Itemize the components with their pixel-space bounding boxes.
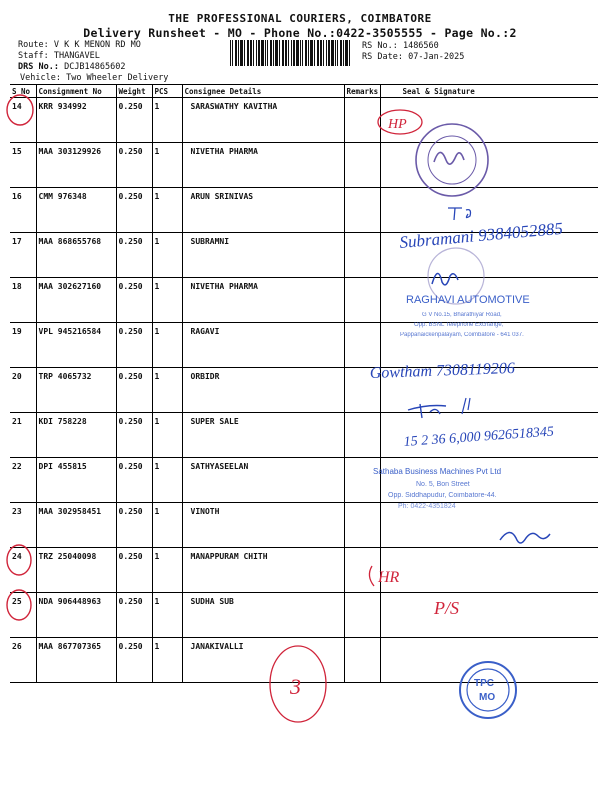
cell-sno: 25 — [10, 593, 36, 638]
barcode-bar — [288, 40, 289, 66]
janaki-mark: P/S — [434, 598, 459, 618]
barcode-bar — [285, 40, 287, 66]
page-number-mark: 3 — [290, 674, 301, 699]
drs-line — [18, 62, 126, 72]
cell-consignee: NIVETHA PHARMA — [182, 143, 344, 188]
cell-consignee: JANAKIVALLI — [182, 638, 344, 683]
table-row — [10, 638, 598, 683]
cell-seal-signature — [380, 368, 598, 413]
cell-seal-signature — [380, 188, 598, 233]
barcode-bar — [270, 40, 272, 66]
barcode-bar — [238, 40, 239, 66]
cell-consignment-no: MAA 302958451 — [36, 503, 116, 548]
cell-weight: 0.250 — [116, 233, 152, 278]
cell-seal-signature — [380, 593, 598, 638]
barcode-bar — [279, 40, 280, 66]
cell-consignee: SUBRAMNI — [182, 233, 344, 278]
orbidr-note: Gowtham 7308119206 — [369, 359, 516, 382]
cell-seal-signature — [380, 143, 598, 188]
barcode-bar — [349, 40, 350, 66]
table-row — [10, 413, 598, 458]
barcode-bar — [258, 40, 260, 66]
barcode-bar — [275, 40, 278, 66]
barcode-bar — [317, 40, 319, 66]
cell-consignee: VINOTH — [182, 503, 344, 548]
runsheet-table — [10, 84, 598, 683]
cell-weight: 0.250 — [116, 548, 152, 593]
rs-number-value: 1486560 — [402, 41, 439, 51]
cell-sno: 24 — [10, 548, 36, 593]
cell-seal-signature — [380, 548, 598, 593]
table-row — [10, 143, 598, 188]
cell-sno: 15 — [10, 143, 36, 188]
barcode-bar — [296, 40, 299, 66]
cell-pcs: 1 — [152, 143, 182, 188]
cell-remarks — [344, 323, 380, 368]
cell-remarks — [344, 368, 380, 413]
cell-seal-signature — [380, 458, 598, 503]
raghavi-stamp-name: RAGHAVI AUTOMOTIVE — [406, 294, 530, 306]
staff-label: Staff: — [18, 51, 49, 61]
cell-consignee: NIVETHA PHARMA — [182, 278, 344, 323]
staff-line — [18, 51, 100, 61]
route-line — [18, 40, 141, 50]
cell-remarks — [344, 98, 380, 143]
barcode-bar — [323, 40, 324, 66]
sudha-mark: HR — [378, 569, 400, 586]
cell-pcs: 1 — [152, 413, 182, 458]
barcode-bar — [302, 40, 303, 66]
cell-consignment-no: NDA 906448963 — [36, 593, 116, 638]
company-name: THE PROFESSIONAL COURIERS, COIMBATORE — [168, 12, 432, 25]
barcode-bar — [247, 40, 249, 66]
table-row — [10, 548, 598, 593]
cell-pcs: 1 — [152, 503, 182, 548]
cell-consignment-no: MAA 867707365 — [36, 638, 116, 683]
runsheet-barcode — [230, 40, 352, 66]
vehicle-label: Vehicle: — [20, 73, 61, 83]
col-header-consignee: Consignee Details — [182, 85, 344, 98]
drs-value: DCJB14865602 — [64, 62, 126, 72]
cell-consignment-no: TRP 4065732 — [36, 368, 116, 413]
table-row — [10, 458, 598, 503]
barcode-bar — [328, 40, 330, 66]
cell-consignee: ORBIDR — [182, 368, 344, 413]
cell-weight: 0.250 — [116, 458, 152, 503]
cell-consignee: SATHYASEELAN — [182, 458, 344, 503]
cell-pcs: 1 — [152, 548, 182, 593]
cell-weight: 0.250 — [116, 143, 152, 188]
raghavi-stamp-line3: Pappanaickenpalayam, Coimbatore - 641 037. — [400, 332, 524, 338]
vinoth-stamp-line1: No. 5, Bon Street — [416, 481, 470, 488]
cell-remarks — [344, 593, 380, 638]
cell-seal-signature — [380, 503, 598, 548]
rs-date-value: 07-Jan-2025 — [408, 52, 465, 62]
barcode-bar — [308, 40, 309, 66]
cell-weight: 0.250 — [116, 188, 152, 233]
table-row — [10, 233, 598, 278]
cell-weight: 0.250 — [116, 323, 152, 368]
rs-date-line — [362, 52, 464, 62]
barcode-bar — [282, 40, 284, 66]
cell-seal-signature — [380, 413, 598, 458]
barcode-bar — [250, 40, 252, 66]
barcode-bar — [273, 40, 274, 66]
barcode-bar — [300, 40, 301, 66]
cell-pcs: 1 — [152, 638, 182, 683]
rs-date-label: RS Date: — [362, 52, 403, 62]
col-header-weight: Weight — [116, 85, 152, 98]
vehicle-value: Two Wheeler Delivery — [66, 73, 169, 83]
barcode-bar — [335, 40, 336, 66]
table-row — [10, 98, 598, 143]
table-row — [10, 323, 598, 368]
sathya-note: 15 2 36 6,000 9626518345 — [403, 424, 555, 450]
barcode-bar — [253, 40, 254, 66]
raghavi-stamp-line2: Opp. BSNL Telephone Exchange, — [414, 322, 504, 328]
cell-consignment-no: DPI 455815 — [36, 458, 116, 503]
barcode-bar — [232, 40, 233, 66]
cell-consignment-no: KDI 758228 — [36, 413, 116, 458]
rs-number-label: RS No.: — [362, 41, 398, 51]
barcode-bar — [267, 40, 268, 66]
cell-weight: 0.250 — [116, 503, 152, 548]
cell-remarks — [344, 503, 380, 548]
cell-pcs: 1 — [152, 188, 182, 233]
table-row — [10, 368, 598, 413]
cell-weight: 0.250 — [116, 638, 152, 683]
barcode-bar — [337, 40, 338, 66]
col-header-pcs: PCS — [152, 85, 182, 98]
cell-consignment-no: TRZ 25040098 — [36, 548, 116, 593]
cell-consignee: SARASWATHY KAVITHA — [182, 98, 344, 143]
cell-sno: 19 — [10, 323, 36, 368]
vinoth-stamp-line3: Ph: 0422-4351824 — [398, 503, 456, 510]
cell-remarks — [344, 413, 380, 458]
staff-value: THANGAVEL — [53, 51, 100, 61]
barcode-bar — [340, 40, 342, 66]
cell-weight: 0.250 — [116, 368, 152, 413]
cell-weight: 0.250 — [116, 593, 152, 638]
cell-pcs: 1 — [152, 98, 182, 143]
cell-remarks — [344, 638, 380, 683]
cell-sno: 14 — [10, 98, 36, 143]
barcode-bar — [244, 40, 245, 66]
cell-remarks — [344, 143, 380, 188]
barcode-bar — [326, 40, 327, 66]
cell-seal-signature — [380, 278, 598, 323]
route-label: Route: — [18, 40, 49, 50]
route-value: V K K MENON RD MO — [53, 40, 141, 50]
vehicle-line — [20, 73, 168, 83]
table-row — [10, 503, 598, 548]
cell-consignment-no: MAA 868655768 — [36, 233, 116, 278]
cell-weight: 0.250 — [116, 278, 152, 323]
table-row — [10, 278, 598, 323]
table-row — [10, 188, 598, 233]
cell-sno: 21 — [10, 413, 36, 458]
cell-consignee: SUDHA SUB — [182, 593, 344, 638]
barcode-bar — [291, 40, 292, 66]
tpc-seal-top: TPC — [474, 678, 494, 689]
cell-pcs: 1 — [152, 278, 182, 323]
barcode-bar — [256, 40, 257, 66]
cell-consignment-no: VPL 945216584 — [36, 323, 116, 368]
cell-weight: 0.250 — [116, 98, 152, 143]
barcode-bar — [261, 40, 264, 66]
barcode-bar — [331, 40, 334, 66]
cell-remarks — [344, 233, 380, 278]
cell-remarks — [344, 278, 380, 323]
subramani-note: Subramani 9384052885 — [398, 218, 564, 252]
barcode-bar — [235, 40, 237, 66]
col-header-remarks: Remarks — [344, 85, 380, 98]
hp-mark: HP — [388, 117, 407, 132]
cell-sno: 23 — [10, 503, 36, 548]
barcode-bar — [320, 40, 322, 66]
col-header-seal-signature: Seal & Signature — [380, 85, 598, 98]
cell-pcs: 1 — [152, 368, 182, 413]
cell-consignee: ARUN SRINIVAS — [182, 188, 344, 233]
cell-consignee: SUPER SALE — [182, 413, 344, 458]
table-row — [10, 593, 598, 638]
cell-seal-signature — [380, 233, 598, 278]
barcode-bar — [240, 40, 243, 66]
cell-consignment-no: CMM 976348 — [36, 188, 116, 233]
barcode-bar — [230, 40, 231, 66]
cell-consignment-no: MAA 303129926 — [36, 143, 116, 188]
cell-sno: 16 — [10, 188, 36, 233]
cell-sno: 20 — [10, 368, 36, 413]
cell-sno: 22 — [10, 458, 36, 503]
cell-sno: 26 — [10, 638, 36, 683]
cell-weight: 0.250 — [116, 413, 152, 458]
cell-consignment-no: KRR 934992 — [36, 98, 116, 143]
cell-pcs: 1 — [152, 458, 182, 503]
raghavi-stamp-line1: G V No.15, Bharathiyar Road, — [422, 312, 502, 318]
cell-remarks — [344, 548, 380, 593]
cell-seal-signature — [380, 638, 598, 683]
table-header-row — [10, 85, 598, 98]
barcode-bar — [345, 40, 348, 66]
col-header-consignment: Consignment No — [36, 85, 116, 98]
barcode-bar — [305, 40, 307, 66]
vinoth-stamp-name: Sathaba Business Machines Pvt Ltd — [373, 467, 502, 476]
vinoth-stamp-line2: Opp. Siddhapudur, Coimbatore-44. — [388, 492, 497, 499]
cell-pcs: 1 — [152, 233, 182, 278]
barcode-bar — [310, 40, 313, 66]
rs-number-line — [362, 41, 439, 51]
cell-remarks — [344, 458, 380, 503]
col-header-sno: S No — [10, 85, 36, 98]
barcode-bar — [265, 40, 266, 66]
cell-consignee: RAGAVI — [182, 323, 344, 368]
cell-pcs: 1 — [152, 593, 182, 638]
cell-sno: 17 — [10, 233, 36, 278]
drs-label: DRS No.: — [18, 62, 59, 72]
barcode-bar — [293, 40, 295, 66]
barcode-bar — [343, 40, 344, 66]
cell-sno: 18 — [10, 278, 36, 323]
cell-seal-signature — [380, 323, 598, 368]
cell-pcs: 1 — [152, 323, 182, 368]
barcode-bar — [314, 40, 315, 66]
runsheet-subtitle: Delivery Runsheet - MO - Phone No.:0422-3505555 - Page No.:2 — [83, 26, 517, 40]
cell-remarks — [344, 188, 380, 233]
cell-consignment-no: MAA 302627160 — [36, 278, 116, 323]
cell-seal-signature — [380, 98, 598, 143]
cell-consignee: MANAPPURAM CHITH — [182, 548, 344, 593]
tpc-seal-bottom: MO — [479, 692, 496, 703]
